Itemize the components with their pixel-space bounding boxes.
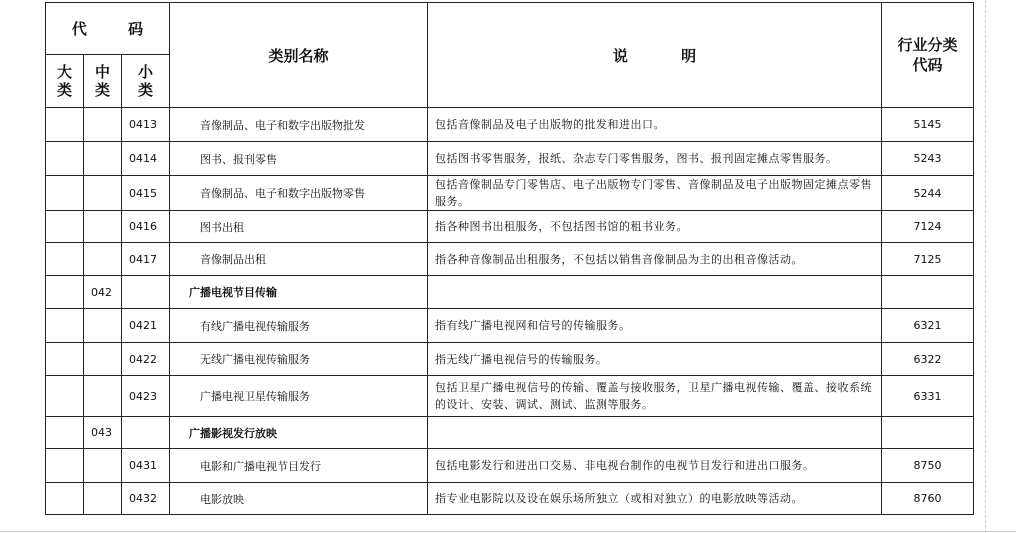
table-row	[46, 376, 974, 417]
table-row	[46, 243, 974, 276]
industry-code-cell	[882, 276, 974, 309]
description-cell: 包括音像制品及电子出版物的批发和进出口。	[428, 108, 882, 142]
header-minor-class	[122, 55, 170, 108]
description-cell	[428, 276, 882, 309]
minor-code-cell: 0413	[122, 108, 170, 142]
description-cell: 指无线广播电视信号的传输服务。	[428, 343, 882, 376]
header-major-class	[46, 55, 84, 108]
major-code-cell	[46, 449, 84, 483]
description-cell: 包括电影发行和进出口交易、非电视台制作的电视节目发行和进出口服务。	[428, 449, 882, 483]
minor-code-cell: 0422	[122, 343, 170, 376]
table-row	[46, 142, 974, 176]
minor-code-cell	[122, 417, 170, 449]
major-code-cell	[46, 243, 84, 276]
middle-code-cell	[84, 376, 122, 417]
category-name-cell: 广播电视节目传输	[170, 276, 428, 309]
header-industry-code	[882, 3, 974, 108]
major-code-cell	[46, 176, 84, 211]
major-code-cell	[46, 211, 84, 243]
minor-code-cell: 0416	[122, 211, 170, 243]
table-row	[46, 108, 974, 142]
table-row	[46, 449, 974, 483]
major-code-cell	[46, 417, 84, 449]
category-name-cell: 音像制品、电子和数字出版物零售	[170, 176, 428, 211]
header-description: 说 明	[428, 3, 882, 108]
major-code-cell	[46, 108, 84, 142]
industry-code-cell: 7124	[882, 211, 974, 243]
table-row	[46, 211, 974, 243]
header-char: 中	[94, 63, 110, 81]
table-row	[46, 343, 974, 376]
major-code-cell	[46, 483, 84, 515]
minor-code-cell: 0417	[122, 243, 170, 276]
middle-code-cell	[84, 211, 122, 243]
description-cell: 包括音像制品专门零售店、电子出版物专门零售、音像制品及电子出版物固定摊点零售服务。	[428, 176, 882, 211]
minor-code-cell: 0432	[122, 483, 170, 515]
description-cell: 指有线广播电视网和信号的传输服务。	[428, 309, 882, 343]
header-industry-code-line1: 行业分类	[897, 36, 958, 54]
header-char: 大	[56, 63, 72, 81]
middle-code-cell	[84, 142, 122, 176]
industry-code-cell: 5243	[882, 142, 974, 176]
category-name-cell: 音像制品出租	[170, 243, 428, 276]
major-code-cell	[46, 142, 84, 176]
description-cell: 指各种图书出租服务，不包括图书馆的租书业务。	[428, 211, 882, 243]
minor-code-cell: 0415	[122, 176, 170, 211]
header-code: 代 码	[46, 3, 170, 55]
description-cell: 包括卫星广播电视信号的传输、覆盖与接收服务，卫星广播电视传输、覆盖、接收系统的设计、安装、调试、测试、监测等服务。	[428, 376, 882, 417]
middle-code-cell: 042	[84, 276, 122, 309]
table-row	[46, 309, 974, 343]
category-name-cell: 图书出租	[170, 211, 428, 243]
middle-code-cell	[84, 343, 122, 376]
category-name-cell: 有线广播电视传输服务	[170, 309, 428, 343]
middle-code-cell: 043	[84, 417, 122, 449]
industry-code-cell: 5145	[882, 108, 974, 142]
minor-code-cell: 0421	[122, 309, 170, 343]
industry-code-cell: 8760	[882, 483, 974, 515]
description-cell: 包括图书零售服务，报纸、杂志专门零售服务，图书、报刊固定摊点零售服务。	[428, 142, 882, 176]
middle-code-cell	[84, 176, 122, 211]
industry-code-cell: 6331	[882, 376, 974, 417]
middle-code-cell	[84, 449, 122, 483]
category-name-cell: 广播电视卫星传输服务	[170, 376, 428, 417]
page-edge-guide	[985, 0, 986, 533]
category-name-cell: 音像制品、电子和数字出版物批发	[170, 108, 428, 142]
classification-table	[45, 2, 974, 515]
table-row	[46, 176, 974, 211]
table-row	[46, 276, 974, 309]
category-name-cell: 广播影视发行放映	[170, 417, 428, 449]
industry-code-cell: 7125	[882, 243, 974, 276]
industry-code-cell: 5244	[882, 176, 974, 211]
header-char: 小	[137, 63, 153, 81]
major-code-cell	[46, 343, 84, 376]
middle-code-cell	[84, 483, 122, 515]
minor-code-cell: 0414	[122, 142, 170, 176]
middle-code-cell	[84, 108, 122, 142]
header-char: 类	[137, 81, 153, 99]
header-char: 类	[56, 81, 72, 99]
industry-code-cell: 6321	[882, 309, 974, 343]
middle-code-cell	[84, 243, 122, 276]
major-code-cell	[46, 309, 84, 343]
page-bottom-rule	[0, 531, 1016, 532]
header-industry-code-line2: 代码	[912, 56, 943, 74]
description-cell	[428, 417, 882, 449]
major-code-cell	[46, 376, 84, 417]
header-char: 类	[94, 81, 110, 99]
description-cell: 指各种音像制品出租服务，不包括以销售音像制品为主的出租音像活动。	[428, 243, 882, 276]
category-name-cell: 图书、报刊零售	[170, 142, 428, 176]
category-name-cell: 电影和广播电视节目发行	[170, 449, 428, 483]
classification-table-frame	[45, 2, 974, 515]
category-name-cell: 电影放映	[170, 483, 428, 515]
header-middle-class	[84, 55, 122, 108]
minor-code-cell: 0423	[122, 376, 170, 417]
minor-code-cell	[122, 276, 170, 309]
table-row	[46, 483, 974, 515]
header-category-name: 类别名称	[170, 3, 428, 108]
industry-code-cell: 6322	[882, 343, 974, 376]
category-name-cell: 无线广播电视传输服务	[170, 343, 428, 376]
industry-code-cell: 8750	[882, 449, 974, 483]
industry-code-cell	[882, 417, 974, 449]
major-code-cell	[46, 276, 84, 309]
table-row	[46, 417, 974, 449]
description-cell: 指专业电影院以及设在娱乐场所独立（或相对独立）的电影放映等活动。	[428, 483, 882, 515]
middle-code-cell	[84, 309, 122, 343]
table-body	[46, 108, 974, 515]
minor-code-cell: 0431	[122, 449, 170, 483]
